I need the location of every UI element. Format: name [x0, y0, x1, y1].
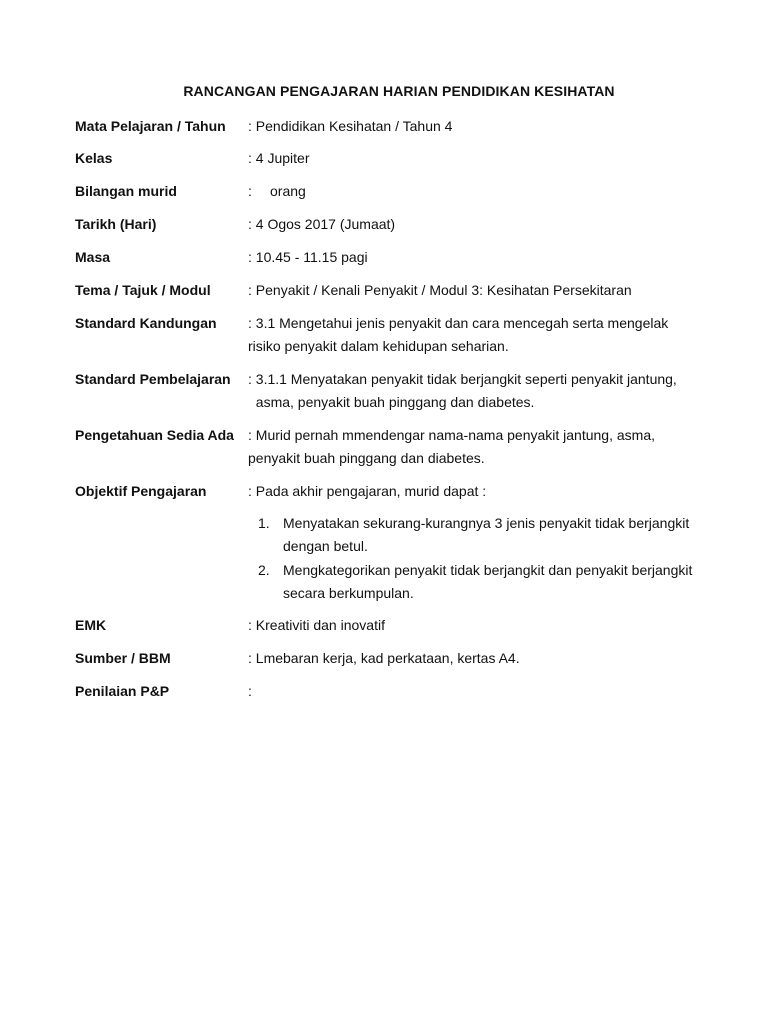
field-label: Penilaian P&P — [75, 683, 170, 699]
field-value-line: : 4 Ogos 2017 (Jumaat) — [248, 216, 396, 232]
field-label: Tema / Tajuk / Modul — [75, 282, 211, 298]
field-value — [248, 279, 718, 302]
field-value — [248, 115, 718, 138]
field-value-line: : 3.1 Mengetahui jenis penyakit dan cara mencegah serta mengelak — [248, 315, 669, 331]
field-label: Mata Pelajaran / Tahun — [75, 118, 226, 134]
field-value-line: : Pada akhir pengajaran, murid dapat : — [248, 483, 487, 499]
field-label: Standard Pembelajaran — [75, 371, 231, 387]
list-item — [75, 559, 715, 605]
field-colon: : — [248, 183, 252, 199]
field-value-line: : Pendidikan Kesihatan / Tahun 4 — [248, 118, 453, 134]
field-value-line: risiko penyakit dalam kehidupan seharian. — [248, 338, 509, 354]
list-item-text — [283, 559, 692, 605]
field-value-line: penyakit buah pinggang dan diabetes. — [248, 450, 485, 466]
field-value-line: : Murid pernah mmendengar nama-nama penyakit jantung, asma, — [248, 427, 655, 443]
field-value — [248, 647, 718, 670]
list-item — [75, 512, 715, 558]
field-value-line: : Lmebaran kerja, kad perkataan, kertas A4. — [248, 650, 520, 666]
field-value — [248, 180, 718, 203]
field-value — [248, 147, 718, 170]
field-label: EMK — [75, 617, 107, 633]
field-value-line: orang — [270, 183, 306, 199]
field-value-line: : Penyakit / Kenali Penyakit / Modul 3: Kesihatan Persekitaran — [248, 282, 632, 298]
list-item-line: secara berkumpulan. — [283, 585, 414, 601]
field-label: Masa — [75, 249, 111, 265]
list-item-line: dengan betul. — [283, 538, 368, 554]
field-value-line: : 3.1.1 Menyatakan penyakit tidak berjangkit seperti penyakit jantung, — [248, 371, 677, 387]
field-value — [248, 368, 718, 414]
field-label: Objektif Pengajaran — [75, 483, 207, 499]
field-label: Standard Kandungan — [75, 315, 217, 331]
list-item-number: 1. — [258, 515, 270, 531]
field-value-line: asma, penyakit buah pinggang dan diabetes. — [248, 394, 535, 410]
field-label: Bilangan murid — [75, 183, 177, 199]
field-label: Pengetahuan Sedia Ada — [75, 427, 234, 443]
field-value — [248, 312, 718, 358]
field-value — [248, 614, 718, 637]
field-label: Sumber / BBM — [75, 650, 171, 666]
field-value-line: : 10.45 - 11.15 pagi — [248, 249, 368, 265]
field-value — [248, 424, 718, 470]
field-value — [248, 213, 718, 236]
field-value — [248, 246, 718, 269]
list-item-line: Menyatakan sekurang-kurangnya 3 jenis penyakit tidak berjangkit — [283, 515, 690, 531]
field-label: Tarikh (Hari) — [75, 216, 157, 232]
list-item-line: Mengkategorikan penyakit tidak berjangkit dan penyakit berjangkit — [283, 562, 693, 578]
field-value-line: : Kreativiti dan inovatif — [248, 617, 385, 633]
objectives-list — [75, 512, 715, 606]
field-value-line: : 4 Jupiter — [248, 150, 310, 166]
field-value — [248, 680, 718, 703]
field-label: Kelas — [75, 150, 113, 166]
field-value-line: : — [248, 683, 252, 699]
list-item-number: 2. — [258, 562, 270, 578]
document-title: RANCANGAN PENGAJARAN HARIAN PENDIDIKAN KESIHATAN — [183, 83, 615, 99]
field-value — [248, 480, 718, 503]
list-item-text — [283, 512, 689, 558]
